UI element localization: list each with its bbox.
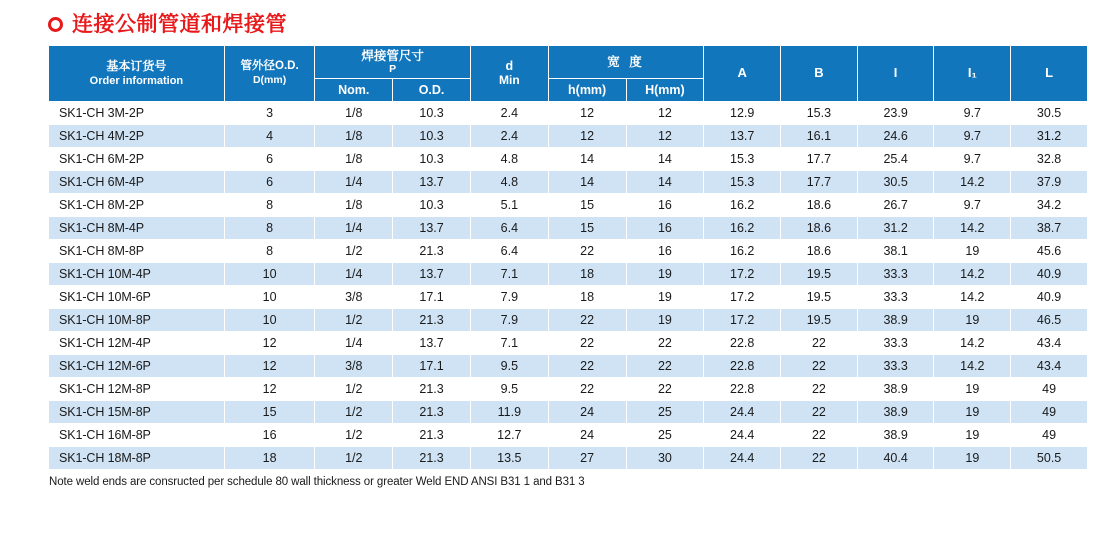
cell-b: 15.3: [781, 102, 858, 125]
cell-od: 12: [224, 332, 315, 355]
cell-d: 13.5: [470, 447, 548, 470]
cell-h: 22: [548, 332, 626, 355]
cell-i: 33.3: [857, 355, 934, 378]
cell-l: 32.8: [1011, 148, 1088, 171]
cell-d: 7.1: [470, 263, 548, 286]
cell-nom: 1/4: [315, 263, 393, 286]
table-row: [49, 332, 1088, 355]
cell-weld-od: 21.3: [393, 424, 471, 447]
cell-b: 22: [781, 424, 858, 447]
cell-od: 12: [224, 355, 315, 378]
table-row: [49, 355, 1088, 378]
cell-h: 27: [548, 447, 626, 470]
table-footnote: Note weld ends are consructed per schedule 80 wall thickness or greater Weld END ANSI B31 1 and B31 3: [49, 476, 585, 488]
cell-i: 33.3: [857, 263, 934, 286]
cell-od: 8: [224, 217, 315, 240]
cell-weld-od: 13.7: [393, 263, 471, 286]
cell-b: 19.5: [781, 286, 858, 309]
cell-h: 18: [548, 263, 626, 286]
cell-nom: 1/8: [315, 102, 393, 125]
cell-i: 38.9: [857, 401, 934, 424]
cell-h: 22: [548, 355, 626, 378]
cell-b: 19.5: [781, 263, 858, 286]
cell-l: 31.2: [1011, 125, 1088, 148]
cell-order: SK1-CH 12M-8P: [49, 378, 225, 401]
header-d-label: d: [505, 59, 514, 74]
cell-l: 46.5: [1011, 309, 1088, 332]
cell-i1: 14.2: [934, 286, 1011, 309]
cell-h: 22: [548, 378, 626, 401]
cell-H: 30: [626, 447, 704, 470]
cell-nom: 1/4: [315, 332, 393, 355]
cell-d: 2.4: [470, 102, 548, 125]
cell-l: 40.9: [1011, 286, 1088, 309]
cell-od: 10: [224, 309, 315, 332]
cell-l: 40.9: [1011, 263, 1088, 286]
cell-b: 17.7: [781, 148, 858, 171]
header-order-cn: 基本订货号: [106, 58, 167, 73]
cell-i: 38.9: [857, 309, 934, 332]
table-row: [49, 378, 1088, 401]
header-od-sub: D(mm): [252, 74, 287, 87]
cell-weld-od: 21.3: [393, 447, 471, 470]
cell-nom: 1/2: [315, 309, 393, 332]
cell-i1: 19: [934, 240, 1011, 263]
specification-table: [48, 45, 1088, 470]
cell-weld-od: 10.3: [393, 125, 471, 148]
cell-d: 11.9: [470, 401, 548, 424]
cell-a: 16.2: [704, 240, 781, 263]
cell-d: 7.9: [470, 309, 548, 332]
header-width-h-upper: H(mm): [626, 79, 704, 102]
cell-l: 43.4: [1011, 332, 1088, 355]
header-order-en: Order information: [89, 75, 184, 88]
cell-order: SK1-CH 3M-2P: [49, 102, 225, 125]
header-order-information: [49, 46, 225, 102]
cell-order: SK1-CH 6M-2P: [49, 148, 225, 171]
cell-a: 24.4: [704, 401, 781, 424]
table-header: [49, 46, 1088, 102]
cell-order: SK1-CH 15M-8P: [49, 401, 225, 424]
cell-l: 49: [1011, 424, 1088, 447]
cell-l: 50.5: [1011, 447, 1088, 470]
cell-order: SK1-CH 10M-6P: [49, 286, 225, 309]
header-width: 宽 度: [548, 46, 704, 79]
cell-nom: 1/8: [315, 194, 393, 217]
cell-l: 30.5: [1011, 102, 1088, 125]
cell-b: 22: [781, 355, 858, 378]
cell-weld-od: 10.3: [393, 194, 471, 217]
cell-i1: 9.7: [934, 148, 1011, 171]
cell-nom: 1/4: [315, 217, 393, 240]
table-row: [49, 148, 1088, 171]
cell-nom: 3/8: [315, 355, 393, 378]
cell-l: 37.9: [1011, 171, 1088, 194]
cell-H: 25: [626, 424, 704, 447]
cell-d: 6.4: [470, 240, 548, 263]
cell-a: 17.2: [704, 286, 781, 309]
cell-b: 18.6: [781, 217, 858, 240]
table-row: [49, 217, 1088, 240]
header-weld-od: O.D.: [393, 79, 471, 102]
cell-i1: 19: [934, 401, 1011, 424]
cell-od: 12: [224, 378, 315, 401]
cell-h: 14: [548, 148, 626, 171]
cell-i1: 14.2: [934, 171, 1011, 194]
cell-H: 25: [626, 401, 704, 424]
cell-nom: 1/2: [315, 447, 393, 470]
cell-H: 22: [626, 332, 704, 355]
cell-weld-od: 21.3: [393, 401, 471, 424]
cell-nom: 1/8: [315, 125, 393, 148]
cell-a: 15.3: [704, 148, 781, 171]
cell-H: 14: [626, 148, 704, 171]
header-outer-diameter: [224, 46, 315, 102]
cell-l: 34.2: [1011, 194, 1088, 217]
cell-d: 9.5: [470, 355, 548, 378]
cell-i: 40.4: [857, 447, 934, 470]
cell-od: 4: [224, 125, 315, 148]
header-weld-size: [315, 46, 471, 79]
cell-od: 10: [224, 263, 315, 286]
header-od-cn: 管外径O.D.: [240, 60, 299, 73]
cell-b: 17.7: [781, 171, 858, 194]
cell-nom: 1/8: [315, 148, 393, 171]
cell-H: 19: [626, 309, 704, 332]
cell-nom: 1/2: [315, 401, 393, 424]
cell-H: 14: [626, 171, 704, 194]
cell-h: 12: [548, 102, 626, 125]
table-row: [49, 401, 1088, 424]
cell-h: 12: [548, 125, 626, 148]
header-l: L: [1011, 46, 1088, 102]
cell-nom: 3/8: [315, 286, 393, 309]
cell-order: SK1-CH 6M-4P: [49, 171, 225, 194]
cell-d: 4.8: [470, 148, 548, 171]
cell-od: 6: [224, 148, 315, 171]
cell-od: 6: [224, 171, 315, 194]
cell-h: 24: [548, 424, 626, 447]
cell-h: 22: [548, 309, 626, 332]
table-row: [49, 125, 1088, 148]
cell-b: 22: [781, 332, 858, 355]
cell-order: SK1-CH 16M-8P: [49, 424, 225, 447]
cell-H: 16: [626, 240, 704, 263]
cell-od: 18: [224, 447, 315, 470]
cell-i1: 14.2: [934, 355, 1011, 378]
cell-l: 49: [1011, 401, 1088, 424]
cell-order: SK1-CH 10M-8P: [49, 309, 225, 332]
cell-b: 22: [781, 447, 858, 470]
cell-weld-od: 17.1: [393, 286, 471, 309]
header-weld-nom: Nom.: [315, 79, 393, 102]
header-weld-cn: 焊接管尺寸: [361, 48, 424, 63]
cell-order: SK1-CH 12M-4P: [49, 332, 225, 355]
cell-a: 16.2: [704, 217, 781, 240]
header-d-min: [470, 46, 548, 102]
cell-H: 22: [626, 378, 704, 401]
cell-i: 38.9: [857, 424, 934, 447]
cell-od: 10: [224, 286, 315, 309]
cell-weld-od: 10.3: [393, 148, 471, 171]
cell-i: 26.7: [857, 194, 934, 217]
cell-l: 38.7: [1011, 217, 1088, 240]
cell-a: 24.4: [704, 424, 781, 447]
cell-i1: 9.7: [934, 102, 1011, 125]
cell-weld-od: 21.3: [393, 309, 471, 332]
cell-l: 45.6: [1011, 240, 1088, 263]
cell-i1: 14.2: [934, 332, 1011, 355]
cell-a: 17.2: [704, 309, 781, 332]
header-width-h-lower: h(mm): [548, 79, 626, 102]
cell-i: 38.9: [857, 378, 934, 401]
header-i: I: [857, 46, 934, 102]
cell-i1: 19: [934, 447, 1011, 470]
cell-weld-od: 13.7: [393, 171, 471, 194]
cell-H: 12: [626, 125, 704, 148]
cell-h: 15: [548, 217, 626, 240]
cell-i: 30.5: [857, 171, 934, 194]
table-row: [49, 309, 1088, 332]
cell-weld-od: 10.3: [393, 102, 471, 125]
cell-od: 16: [224, 424, 315, 447]
cell-d: 7.9: [470, 286, 548, 309]
cell-order: SK1-CH 8M-4P: [49, 217, 225, 240]
table-row: [49, 286, 1088, 309]
header-a: A: [704, 46, 781, 102]
cell-i1: 9.7: [934, 125, 1011, 148]
cell-i1: 9.7: [934, 194, 1011, 217]
cell-i: 24.6: [857, 125, 934, 148]
cell-order: SK1-CH 8M-2P: [49, 194, 225, 217]
cell-H: 19: [626, 286, 704, 309]
cell-a: 22.8: [704, 355, 781, 378]
cell-d: 2.4: [470, 125, 548, 148]
cell-i1: 19: [934, 309, 1011, 332]
cell-i1: 14.2: [934, 263, 1011, 286]
section-title: [48, 14, 1072, 35]
header-weld-sub: P: [389, 63, 397, 76]
cell-b: 18.6: [781, 194, 858, 217]
cell-a: 17.2: [704, 263, 781, 286]
cell-nom: 1/2: [315, 378, 393, 401]
cell-b: 18.6: [781, 240, 858, 263]
cell-i: 33.3: [857, 332, 934, 355]
header-b: B: [781, 46, 858, 102]
table-row: [49, 424, 1088, 447]
cell-i: 38.1: [857, 240, 934, 263]
table-row: [49, 240, 1088, 263]
cell-od: 3: [224, 102, 315, 125]
cell-i1: 14.2: [934, 217, 1011, 240]
cell-order: SK1-CH 4M-2P: [49, 125, 225, 148]
table-row: [49, 263, 1088, 286]
cell-order: SK1-CH 12M-6P: [49, 355, 225, 378]
cell-weld-od: 17.1: [393, 355, 471, 378]
table-row: [49, 171, 1088, 194]
cell-a: 22.8: [704, 378, 781, 401]
cell-i1: 19: [934, 424, 1011, 447]
cell-d: 5.1: [470, 194, 548, 217]
cell-H: 12: [626, 102, 704, 125]
cell-order: SK1-CH 8M-8P: [49, 240, 225, 263]
cell-order: SK1-CH 10M-4P: [49, 263, 225, 286]
cell-h: 18: [548, 286, 626, 309]
cell-a: 12.9: [704, 102, 781, 125]
cell-l: 49: [1011, 378, 1088, 401]
cell-i: 33.3: [857, 286, 934, 309]
cell-h: 15: [548, 194, 626, 217]
cell-d: 9.5: [470, 378, 548, 401]
cell-a: 22.8: [704, 332, 781, 355]
cell-b: 22: [781, 401, 858, 424]
cell-a: 16.2: [704, 194, 781, 217]
cell-b: 22: [781, 378, 858, 401]
cell-l: 43.4: [1011, 355, 1088, 378]
cell-H: 16: [626, 194, 704, 217]
cell-b: 19.5: [781, 309, 858, 332]
cell-h: 14: [548, 171, 626, 194]
table-row: [49, 102, 1088, 125]
cell-i: 25.4: [857, 148, 934, 171]
cell-weld-od: 13.7: [393, 217, 471, 240]
cell-d: 12.7: [470, 424, 548, 447]
cell-weld-od: 21.3: [393, 240, 471, 263]
cell-nom: 1/4: [315, 171, 393, 194]
cell-od: 8: [224, 194, 315, 217]
cell-od: 8: [224, 240, 315, 263]
cell-d: 6.4: [470, 217, 548, 240]
cell-h: 22: [548, 240, 626, 263]
cell-order: SK1-CH 18M-8P: [49, 447, 225, 470]
cell-a: 13.7: [704, 125, 781, 148]
cell-d: 4.8: [470, 171, 548, 194]
table-body: [49, 102, 1088, 470]
cell-od: 15: [224, 401, 315, 424]
cell-a: 24.4: [704, 447, 781, 470]
cell-H: 22: [626, 355, 704, 378]
cell-a: 15.3: [704, 171, 781, 194]
cell-h: 24: [548, 401, 626, 424]
cell-nom: 1/2: [315, 240, 393, 263]
cell-i1: 19: [934, 378, 1011, 401]
cell-nom: 1/2: [315, 424, 393, 447]
circle-bullet-icon: [48, 17, 63, 32]
cell-i: 31.2: [857, 217, 934, 240]
table-row: [49, 447, 1088, 470]
cell-H: 16: [626, 217, 704, 240]
cell-H: 19: [626, 263, 704, 286]
header-d-sub: Min: [499, 72, 520, 87]
cell-b: 16.1: [781, 125, 858, 148]
table-row: [49, 194, 1088, 217]
page-title: 连接公制管道和焊接管: [72, 13, 287, 36]
cell-d: 7.1: [470, 332, 548, 355]
cell-weld-od: 13.7: [393, 332, 471, 355]
header-i1: I₁: [934, 46, 1011, 102]
cell-weld-od: 21.3: [393, 378, 471, 401]
cell-i: 23.9: [857, 102, 934, 125]
